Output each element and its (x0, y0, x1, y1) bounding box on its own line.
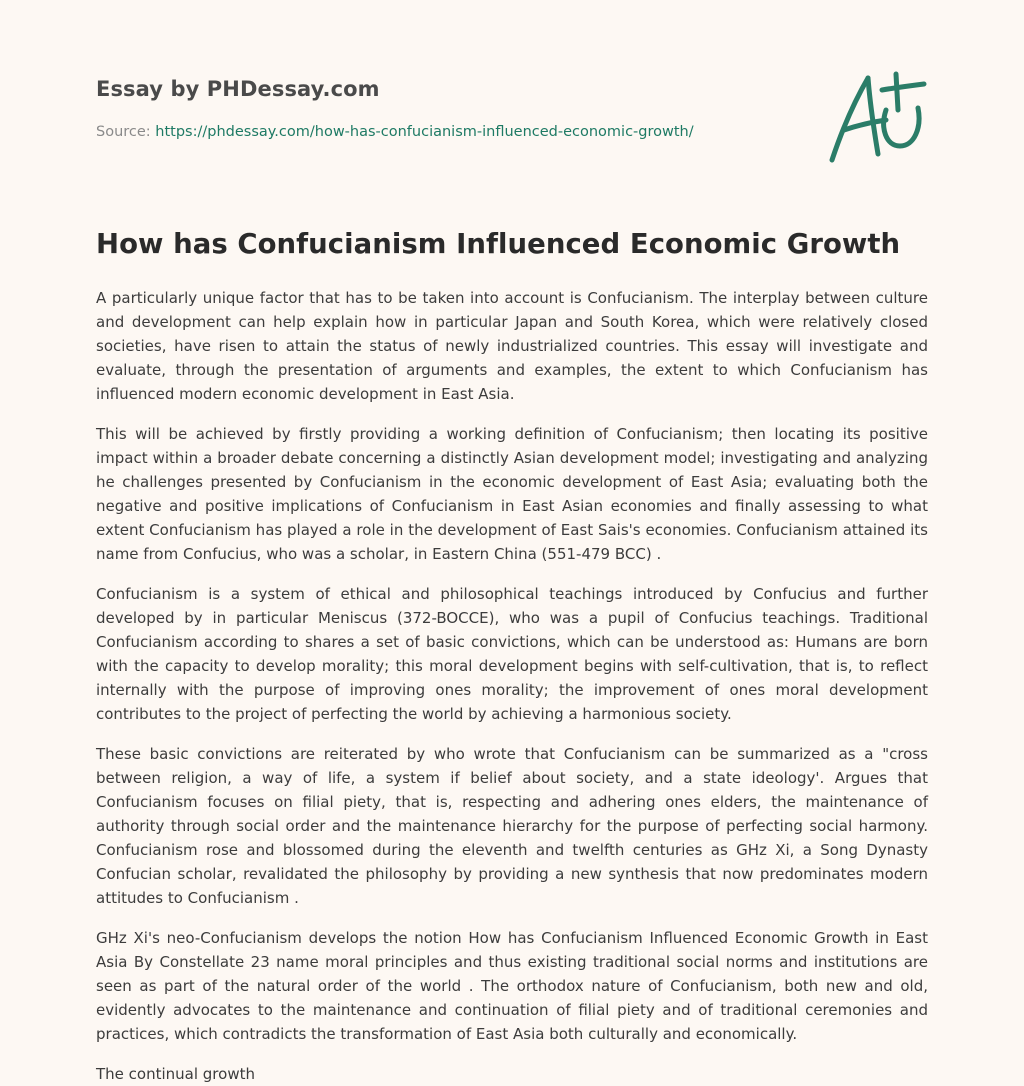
paragraph-3: Confucianism is a system of ethical and philosophical teachings introduced by Confucius and further developed by in particular Meniscus (372-BOCCE), who was a pupil of Confucius teachings. Traditional Confucianism according to shares a set of basic convictions, which can be understood as: Humans are born with the capacity to develop morality; this moral development begins with self-cultivation, that is, to reflect internally with the purpose of improving ones morality; the improvement of ones moral development contributes to the project of perfecting the world by achieving a harmonious society. (96, 585, 928, 723)
paragraph-5: GHz Xi's neo-Confucianism develops the notion How has Confucianism Influenced Economic Growth in East Asia By Constellate 23 name moral principles and thus existing traditional social norms and institutions are seen as part of the natural order of the world . The orthodox nature of Confucianism, both new and old, evidently advocates to the maintenance and continuation of filial piety and of traditional ceremonies and practices, which contradicts the transformation of East Asia both culturally and economically. (96, 929, 928, 1043)
source-line (96, 124, 694, 140)
essay-header (96, 0, 928, 200)
site-brand: Essay by PHDessay.com (96, 77, 380, 101)
paragraph-2: This will be achieved by firstly providing a working definition of Confucianism; then locating its positive impact within a broader debate concerning a distinctly Asian development model; investigating and analyzing he challenges presented by Confucianism in the economic development of East Asia; evaluating both the negative and positive implications of Confucianism in East Asian economies and finally assessing to what extent Confucianism has played a role in the development of East Sais's economies. Confucianism attained its name from Confucius, who was a scholar, in Eastern China (551-479 BCC) . (96, 425, 928, 563)
source-label: Source: (96, 124, 151, 140)
essay-title: How has Confucianism Influenced Economic Growth (96, 228, 901, 260)
paragraph-4: These basic convictions are reiterated by who wrote that Confucianism can be summarized as a "cross between religion, a way of life, a system if belief about society, and a state ideology'. Argues that Confucianism focuses on filial piety, that is, respecting and adhering ones elders, the maintenance of authority through social order and the maintenance hierarchy for the purpose of perfecting social harmony. Confucianism rose and blossomed during the eleventh and twelfth centuries as GHz Xi, a Song Dynasty Confucian scholar, revalidated the philosophy by providing a new synthesis that now predominates modern attitudes to Confucianism . (96, 745, 928, 907)
essay-content (96, 226, 928, 1086)
essay-body (96, 286, 928, 1086)
a-plus-logo-icon (824, 68, 928, 168)
source-link[interactable]: https://phdessay.com/how-has-confucianism-influenced-economic-growth/ (155, 124, 694, 140)
paragraph-6: The continual growth (96, 1065, 255, 1083)
paragraph-1: A particularly unique factor that has to be taken into account is Confucianism. The interplay between culture and development can help explain how in particular Japan and South Korea, which were relatively closed societies, have risen to attain the status of newly industrialized countries. This essay will investigate and evaluate, through the presentation of arguments and examples, the extent to which Confucianism has influenced modern economic development in East Asia. (96, 289, 928, 403)
